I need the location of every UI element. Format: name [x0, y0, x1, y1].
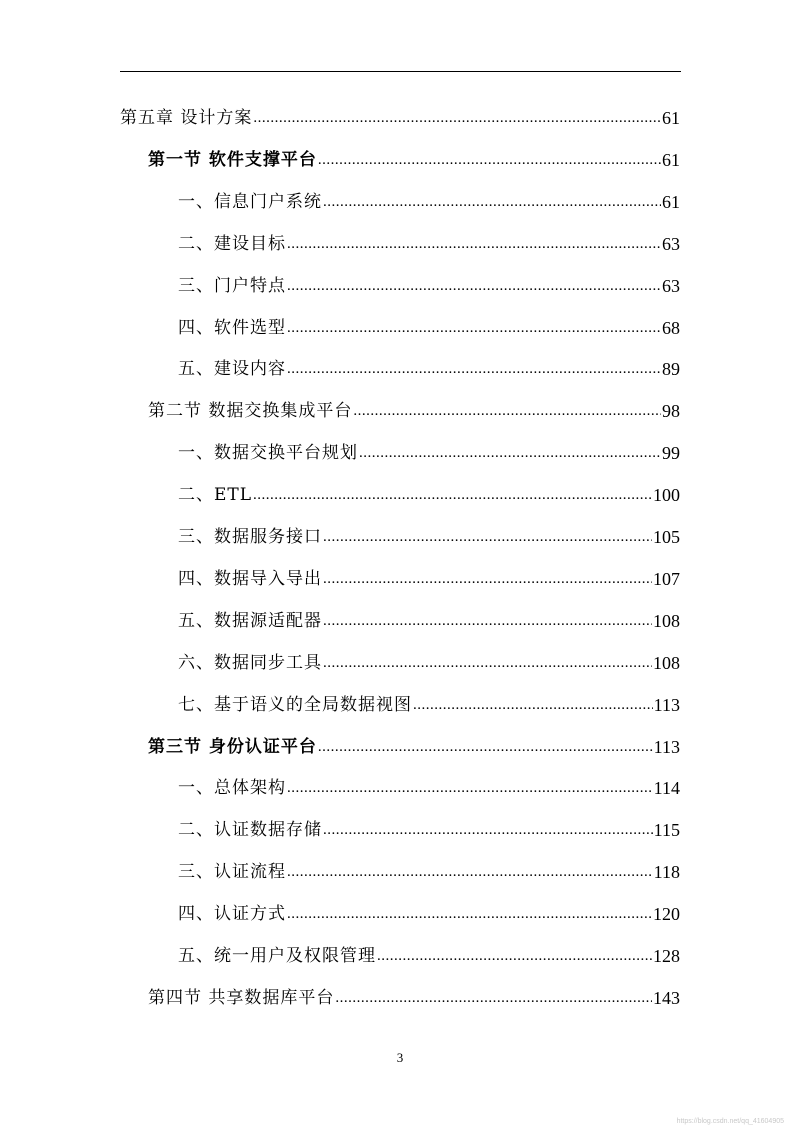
toc-entry[interactable] [178, 768, 680, 808]
toc-entry[interactable] [148, 978, 680, 1018]
toc-entry[interactable] [178, 936, 680, 976]
toc-leader-dots [287, 852, 653, 892]
toc-entry[interactable] [178, 601, 680, 641]
toc-leader-dots [323, 559, 652, 599]
toc-entry-page-number: 61 [662, 149, 680, 170]
toc-entry-page-number: 61 [662, 108, 680, 128]
toc-entry-title: 第五章 设计方案 [120, 108, 253, 128]
toc-entry[interactable] [178, 182, 680, 222]
toc-entry-title: 五、数据源适配器 [178, 610, 322, 631]
toc-entry[interactable] [178, 475, 680, 515]
toc-leader-dots [287, 894, 652, 934]
toc-entry-title: 第四节 共享数据库平台 [148, 987, 335, 1008]
toc-entry-page-number: 63 [662, 275, 680, 296]
toc-leader-dots [318, 727, 653, 767]
toc-entry[interactable] [178, 433, 680, 473]
toc-entry-title: 五、建设内容 [178, 359, 286, 380]
toc-leader-dots [323, 517, 652, 557]
toc-entry[interactable] [178, 685, 680, 725]
header-rule [120, 71, 681, 72]
toc-entry-title: 第三节 身份认证平台 [148, 736, 317, 757]
page-number: 3 [396, 1050, 404, 1065]
toc-leader-dots [413, 685, 653, 725]
toc-entry[interactable] [178, 559, 680, 599]
toc-entry-title: 六、数据同步工具 [178, 652, 322, 673]
toc-entry-title: 四、软件选型 [178, 317, 286, 338]
toc-leader-dots [323, 182, 661, 222]
toc-entry-page-number: 108 [653, 610, 680, 631]
toc-entry[interactable] [178, 810, 680, 850]
toc-entry[interactable] [148, 391, 680, 431]
toc-leader-dots [287, 308, 661, 348]
watermark-text: https://blog.csdn.net/qq_41604905 [676, 1118, 784, 1125]
toc-entry-page-number: 63 [662, 233, 680, 254]
toc-entry[interactable] [178, 643, 680, 683]
toc-leader-dots [318, 140, 661, 180]
toc-leader-dots [287, 768, 653, 808]
toc-entry-page-number: 115 [653, 820, 680, 841]
toc-entry[interactable] [178, 852, 680, 892]
toc-entry-title: 四、认证方式 [178, 904, 286, 925]
toc-entry-page-number: 100 [653, 485, 680, 506]
toc-entry[interactable] [178, 349, 680, 389]
toc-entry-page-number: 143 [653, 987, 680, 1008]
toc-leader-dots [353, 391, 661, 431]
toc-entry[interactable] [178, 224, 680, 264]
toc-leader-dots [323, 601, 652, 641]
toc-entry-page-number: 113 [653, 736, 680, 757]
toc-entry-page-number: 114 [653, 778, 680, 799]
toc-entry-title: 三、认证流程 [178, 862, 286, 883]
toc-leader-dots [335, 978, 652, 1018]
toc-leader-dots [323, 643, 652, 683]
toc-entry-page-number: 68 [662, 317, 680, 338]
toc-entry-page-number: 128 [653, 946, 680, 966]
toc-entry-title: 二、认证数据存储 [178, 820, 322, 841]
toc-leader-dots [287, 349, 661, 389]
toc-entry-page-number: 105 [653, 527, 680, 547]
toc-entry[interactable] [148, 140, 680, 180]
toc-leader-dots [323, 810, 653, 850]
toc-entry-page-number: 89 [662, 359, 680, 380]
toc-entry-title: 五、统一用户及权限管理 [178, 946, 376, 966]
toc-entry-title: 第二节 数据交换集成平台 [148, 401, 353, 422]
toc-entry[interactable] [120, 98, 680, 138]
toc-leader-dots [253, 475, 652, 515]
toc-entry-page-number: 98 [662, 401, 680, 422]
toc-leader-dots [359, 433, 661, 473]
toc-entry-page-number: 99 [662, 443, 680, 464]
toc-entry-title: 四、数据导入导出 [178, 568, 322, 589]
toc-leader-dots [287, 266, 661, 306]
toc-entry-page-number: 120 [653, 904, 680, 925]
toc-entry-page-number: 108 [653, 652, 680, 673]
toc-entry[interactable] [178, 308, 680, 348]
toc-entry-page-number: 107 [653, 568, 680, 589]
toc-entry[interactable] [178, 266, 680, 306]
toc-entry-title: 第一节 软件支撑平台 [148, 149, 317, 170]
toc-entry-title: 三、门户特点 [178, 275, 286, 296]
toc-entry-title: 一、数据交换平台规划 [178, 443, 358, 464]
toc-entry-title: 二、建设目标 [178, 233, 286, 254]
toc-entry-page-number: 61 [662, 191, 680, 212]
toc-leader-dots [253, 98, 661, 138]
toc-entry[interactable] [178, 894, 680, 934]
toc-entry[interactable] [148, 727, 680, 767]
toc-entry-title: 一、总体架构 [178, 778, 286, 799]
toc-entry-title: 三、数据服务接口 [178, 527, 322, 547]
toc-leader-dots [287, 224, 661, 264]
toc-entry-page-number: 113 [653, 694, 680, 715]
toc-leader-dots [377, 936, 652, 976]
toc-entry[interactable] [178, 517, 680, 557]
toc-entry-page-number: 118 [653, 862, 680, 883]
toc-entry-title: 一、信息门户系统 [178, 191, 322, 212]
toc-entry-title: 二、ETL [178, 485, 253, 506]
toc-entry-title: 七、基于语义的全局数据视图 [178, 694, 412, 715]
